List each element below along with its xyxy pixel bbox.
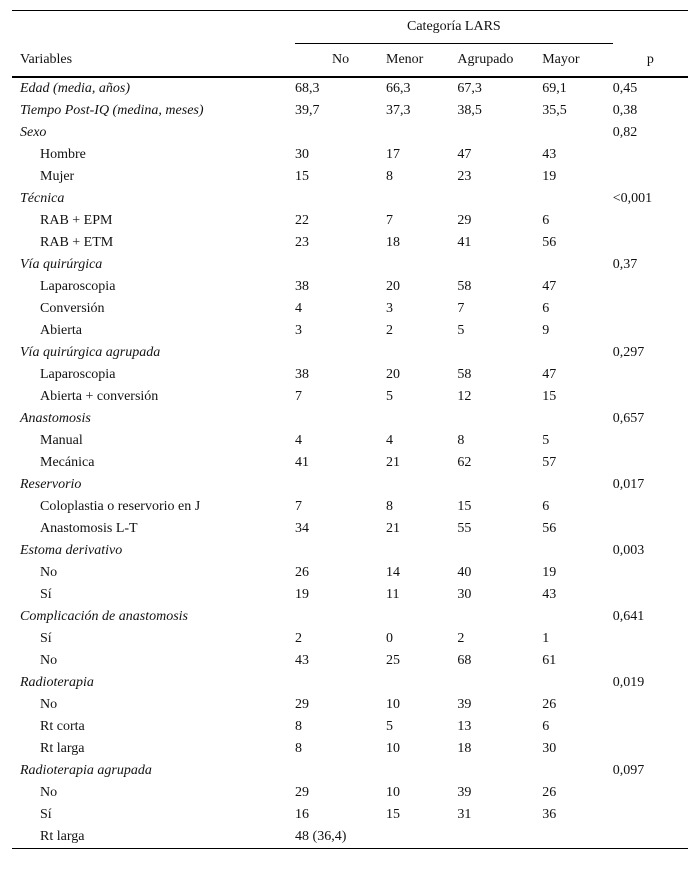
table-row-group xyxy=(12,474,688,496)
cell-no: 38 xyxy=(295,279,310,294)
column-header-mayor: Mayor xyxy=(542,52,580,67)
cell-p-value xyxy=(613,232,688,254)
table-row xyxy=(12,430,688,452)
cell-no: 22 xyxy=(295,213,310,228)
cell-no: 39,7 xyxy=(295,103,320,118)
cell-agrupado xyxy=(457,826,542,849)
variables-header: Variables xyxy=(20,51,73,67)
cell-menor: 5 xyxy=(386,719,394,734)
cell-agrupado: 55 xyxy=(457,521,472,536)
cell-mayor: 26 xyxy=(542,785,557,800)
cell-menor: 20 xyxy=(386,279,401,294)
cell-p-value: 0,657 xyxy=(612,411,645,426)
cell-no: 8 xyxy=(295,741,303,756)
cell-menor: 11 xyxy=(386,587,400,602)
table-row xyxy=(12,826,688,849)
row-label: Edad (media, años) xyxy=(20,81,131,96)
header-spacer-left xyxy=(12,11,295,44)
cell-mayor: 47 xyxy=(542,279,557,294)
cell-agrupado xyxy=(457,188,542,210)
row-label: Tiempo Post-IQ (medina, meses) xyxy=(20,103,204,118)
row-label: Abierta + conversión xyxy=(40,389,159,404)
cell-mayor xyxy=(542,408,612,430)
table-row xyxy=(12,298,688,320)
cell-agrupado xyxy=(457,760,542,782)
cell-p-value xyxy=(613,650,688,672)
cell-agrupado: 13 xyxy=(457,719,472,734)
row-label: RAB + ETM xyxy=(40,235,114,250)
table-container xyxy=(12,10,688,849)
table-row xyxy=(12,804,688,826)
row-label: Laparoscopia xyxy=(40,367,116,382)
row-label: Sí xyxy=(40,807,52,822)
cell-p-value: 0,097 xyxy=(612,763,645,778)
cell-mayor: 9 xyxy=(542,323,550,338)
cell-mayor xyxy=(542,606,612,628)
table-row xyxy=(12,166,688,188)
cell-p-value xyxy=(613,584,688,606)
cell-agrupado: 23 xyxy=(457,169,472,184)
table-row xyxy=(12,518,688,540)
row-label: Manual xyxy=(40,433,83,448)
table-row xyxy=(12,628,688,650)
header-spacer-right xyxy=(613,11,688,44)
cell-p-value xyxy=(613,496,688,518)
lars-category-header: Categoría LARS xyxy=(295,11,613,44)
table-row-group xyxy=(12,540,688,562)
cell-agrupado: 39 xyxy=(457,785,472,800)
header-row-columns xyxy=(12,44,688,78)
cell-agrupado: 12 xyxy=(457,389,472,404)
cell-menor xyxy=(386,408,457,430)
cell-menor: 10 xyxy=(386,741,401,756)
cell-p-value xyxy=(613,716,688,738)
table-row xyxy=(12,364,688,386)
table-row xyxy=(12,562,688,584)
table-row xyxy=(12,496,688,518)
cell-p-value: <0,001 xyxy=(612,191,653,206)
cell-menor: 20 xyxy=(386,367,401,382)
cell-no xyxy=(295,540,386,562)
table-row xyxy=(12,716,688,738)
cell-mayor: 36 xyxy=(542,807,557,822)
cell-mayor xyxy=(542,826,612,849)
table-row-group xyxy=(12,342,688,364)
row-label: Laparoscopia xyxy=(40,279,116,294)
cell-agrupado xyxy=(457,540,542,562)
column-header-p: p xyxy=(646,51,654,67)
table-row xyxy=(12,144,688,166)
cell-mayor xyxy=(542,342,612,364)
cell-mayor: 61 xyxy=(542,653,557,668)
cell-no xyxy=(295,122,386,144)
cell-no: 29 xyxy=(295,785,310,800)
table-row xyxy=(12,782,688,804)
cell-menor xyxy=(386,606,457,628)
cell-menor: 21 xyxy=(386,521,401,536)
cell-menor: 14 xyxy=(386,565,401,580)
cell-p-value xyxy=(613,694,688,716)
cell-no xyxy=(295,474,386,496)
row-label: Abierta xyxy=(40,323,82,338)
column-header-no: No xyxy=(331,52,350,67)
cell-menor: 8 xyxy=(386,169,394,184)
cell-menor: 7 xyxy=(386,213,394,228)
cell-mayor: 19 xyxy=(542,169,557,184)
cell-p-value: 0,017 xyxy=(612,477,645,492)
row-label: Técnica xyxy=(20,191,65,206)
cell-no xyxy=(295,342,386,364)
cell-no: 23 xyxy=(295,235,310,250)
cell-no xyxy=(295,672,386,694)
cell-agrupado xyxy=(457,408,542,430)
cell-agrupado: 40 xyxy=(457,565,472,580)
cell-agrupado xyxy=(457,122,542,144)
cell-no: 43 xyxy=(295,653,310,668)
table-row xyxy=(12,738,688,760)
cell-mayor: 30 xyxy=(542,741,557,756)
table-row xyxy=(12,452,688,474)
cell-p-value xyxy=(613,320,688,342)
cell-menor xyxy=(386,760,457,782)
cell-no: 7 xyxy=(295,499,303,514)
table-row xyxy=(12,386,688,408)
cell-agrupado: 31 xyxy=(457,807,472,822)
row-label: Vía quirúrgica agrupada xyxy=(20,345,161,360)
cell-agrupado: 15 xyxy=(457,499,472,514)
cell-agrupado xyxy=(457,606,542,628)
cell-no: 3 xyxy=(295,323,303,338)
row-label: No xyxy=(40,565,58,580)
cell-mayor xyxy=(542,122,612,144)
table-row xyxy=(12,276,688,298)
cell-no: 15 xyxy=(295,169,310,184)
cell-agrupado: 5 xyxy=(457,323,465,338)
table-row xyxy=(12,584,688,606)
row-label: Conversión xyxy=(40,301,105,316)
cell-agrupado: 38,5 xyxy=(457,103,482,118)
cell-mayor: 35,5 xyxy=(542,103,567,118)
cell-menor: 25 xyxy=(386,653,401,668)
cell-menor: 66,3 xyxy=(386,81,411,96)
table-row-group xyxy=(12,122,688,144)
row-label: Rt corta xyxy=(40,719,85,734)
cell-menor: 18 xyxy=(386,235,401,250)
cell-mayor xyxy=(542,474,612,496)
cell-menor xyxy=(386,122,457,144)
cell-no xyxy=(295,188,386,210)
cell-p-value xyxy=(613,166,688,188)
cell-no: 48 (36,4) xyxy=(295,826,386,849)
cell-menor xyxy=(386,254,457,276)
row-label: Rt larga xyxy=(12,826,295,849)
row-label: Mecánica xyxy=(40,455,95,470)
cell-no: 16 xyxy=(295,807,310,822)
cell-no: 38 xyxy=(295,367,310,382)
row-label: Radioterapia agrupada xyxy=(20,763,152,778)
cell-no: 4 xyxy=(295,301,303,316)
row-label: Hombre xyxy=(40,147,86,162)
cell-no: 4 xyxy=(295,433,303,448)
cell-agrupado: 30 xyxy=(457,587,472,602)
cell-p-value xyxy=(613,738,688,760)
cell-p-value xyxy=(613,804,688,826)
cell-p-value xyxy=(613,826,688,849)
cell-mayor: 26 xyxy=(542,697,557,712)
cell-menor xyxy=(386,188,457,210)
cell-menor xyxy=(386,540,457,562)
cell-p-value xyxy=(613,430,688,452)
cell-no: 19 xyxy=(295,587,310,602)
cell-p-value xyxy=(613,628,688,650)
cell-mayor: 47 xyxy=(542,367,557,382)
row-label: Reservorio xyxy=(20,477,82,492)
cell-mayor: 5 xyxy=(542,433,550,448)
row-label: Mujer xyxy=(40,169,75,184)
cell-mayor: 6 xyxy=(542,301,550,316)
cell-menor: 10 xyxy=(386,697,401,712)
cell-mayor: 43 xyxy=(542,147,557,162)
row-label: Sí xyxy=(40,631,52,646)
row-label: Complicación de anastomosis xyxy=(20,609,188,624)
cell-mayor xyxy=(542,760,612,782)
cell-p-value xyxy=(613,298,688,320)
cell-no: 68,3 xyxy=(295,81,320,96)
cell-no xyxy=(295,408,386,430)
cell-agrupado: 62 xyxy=(457,455,472,470)
cell-menor: 17 xyxy=(386,147,401,162)
cell-p-value xyxy=(613,518,688,540)
cell-mayor: 56 xyxy=(542,521,557,536)
row-label: Sexo xyxy=(20,125,47,140)
cell-p-value: 0,38 xyxy=(612,103,638,118)
cell-agrupado: 58 xyxy=(457,279,472,294)
table-body xyxy=(12,77,688,849)
row-label: No xyxy=(40,697,58,712)
cell-no xyxy=(295,760,386,782)
cell-no xyxy=(295,606,386,628)
cell-menor: 8 xyxy=(386,499,394,514)
cell-p-value: 0,82 xyxy=(612,125,638,140)
table-row xyxy=(12,650,688,672)
cell-p-value xyxy=(613,144,688,166)
cell-no: 41 xyxy=(295,455,310,470)
cell-agrupado: 58 xyxy=(457,367,472,382)
cell-no: 30 xyxy=(295,147,310,162)
table-row xyxy=(12,232,688,254)
cell-p-value: 0,45 xyxy=(612,81,638,96)
cell-agrupado: 7 xyxy=(457,301,465,316)
cell-p-value xyxy=(613,452,688,474)
cell-p-value xyxy=(613,276,688,298)
cell-mayor: 69,1 xyxy=(542,81,567,96)
cell-mayor xyxy=(542,672,612,694)
cell-mayor: 43 xyxy=(542,587,557,602)
cell-p-value: 0,019 xyxy=(612,675,645,690)
cell-agrupado xyxy=(457,474,542,496)
cell-agrupado: 29 xyxy=(457,213,472,228)
header-row-top xyxy=(12,11,688,44)
cell-agrupado: 18 xyxy=(457,741,472,756)
table-row-group xyxy=(12,77,688,100)
cell-agrupado: 39 xyxy=(457,697,472,712)
cell-no: 8 xyxy=(295,719,303,734)
cell-menor: 21 xyxy=(386,455,401,470)
cell-mayor: 1 xyxy=(542,631,550,646)
cell-p-value xyxy=(613,364,688,386)
cell-agrupado: 47 xyxy=(457,147,472,162)
cell-menor: 3 xyxy=(386,301,394,316)
cell-agrupado xyxy=(457,672,542,694)
cell-p-value: 0,37 xyxy=(612,257,638,272)
cell-menor xyxy=(386,342,457,364)
table-row xyxy=(12,694,688,716)
cell-agrupado xyxy=(457,342,542,364)
cell-agrupado: 2 xyxy=(457,631,465,646)
table-row-group xyxy=(12,672,688,694)
cell-mayor: 6 xyxy=(542,719,550,734)
cell-p-value: 0,641 xyxy=(612,609,645,624)
cell-p-value xyxy=(613,210,688,232)
cell-agrupado: 8 xyxy=(457,433,465,448)
cell-p-value xyxy=(613,562,688,584)
cell-mayor: 6 xyxy=(542,213,550,228)
row-label: Estoma derivativo xyxy=(20,543,123,558)
table-row-group xyxy=(12,100,688,122)
row-label: Rt larga xyxy=(40,741,85,756)
cell-no: 26 xyxy=(295,565,310,580)
cell-menor xyxy=(386,474,457,496)
table-row-group xyxy=(12,606,688,628)
row-label: RAB + EPM xyxy=(40,213,113,228)
cell-agrupado: 41 xyxy=(457,235,472,250)
table-row xyxy=(12,210,688,232)
cell-mayor xyxy=(542,540,612,562)
cell-p-value: 0,003 xyxy=(612,543,645,558)
row-label: Radioterapia xyxy=(20,675,94,690)
cell-menor: 4 xyxy=(386,433,394,448)
table-row-group xyxy=(12,408,688,430)
cell-menor: 10 xyxy=(386,785,401,800)
table-row-group xyxy=(12,760,688,782)
table-row-group xyxy=(12,254,688,276)
cell-mayor xyxy=(542,188,612,210)
cell-mayor: 15 xyxy=(542,389,557,404)
row-label: Sí xyxy=(40,587,52,602)
cell-p-value xyxy=(613,386,688,408)
row-label: No xyxy=(40,653,58,668)
cell-p-value xyxy=(613,782,688,804)
cell-menor xyxy=(386,826,457,849)
cell-mayor: 56 xyxy=(542,235,557,250)
cell-mayor: 19 xyxy=(542,565,557,580)
cell-agrupado xyxy=(457,254,542,276)
table-row-group xyxy=(12,188,688,210)
cell-no xyxy=(295,254,386,276)
cell-menor: 0 xyxy=(386,631,394,646)
cell-menor: 15 xyxy=(386,807,401,822)
cell-mayor: 6 xyxy=(542,499,550,514)
cell-no: 34 xyxy=(295,521,310,536)
cell-no: 7 xyxy=(295,389,303,404)
cell-no: 2 xyxy=(295,631,303,646)
column-header-agrupado: Agrupado xyxy=(457,52,514,67)
cell-no: 29 xyxy=(295,697,310,712)
cell-agrupado: 67,3 xyxy=(457,81,482,96)
cell-p-value: 0,297 xyxy=(612,345,645,360)
cell-menor: 5 xyxy=(386,389,394,404)
table-row xyxy=(12,320,688,342)
cell-mayor: 57 xyxy=(542,455,557,470)
cell-agrupado: 68 xyxy=(457,653,472,668)
row-label: Vía quirúrgica xyxy=(20,257,103,272)
row-label: No xyxy=(40,785,58,800)
row-label: Coloplastia o reservorio en J xyxy=(40,499,201,514)
row-label: Anastomosis L-T xyxy=(40,521,138,536)
cell-menor xyxy=(386,672,457,694)
cell-menor: 37,3 xyxy=(386,103,411,118)
row-label: Anastomosis xyxy=(20,411,91,426)
lars-table xyxy=(12,10,688,849)
cell-mayor xyxy=(542,254,612,276)
cell-menor: 2 xyxy=(386,323,394,338)
column-header-menor: Menor xyxy=(386,52,424,67)
